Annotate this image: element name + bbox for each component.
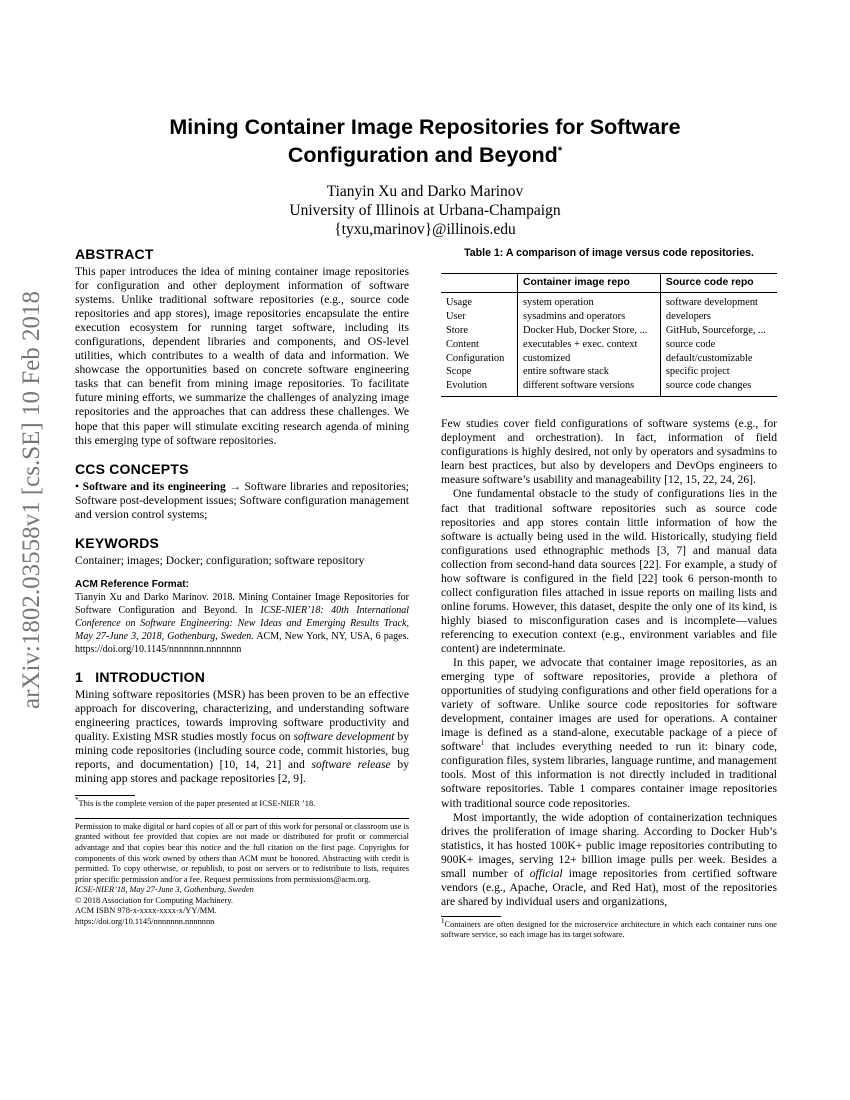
table-row: [441, 292, 777, 309]
ccs-bullet: •: [75, 479, 80, 493]
p4-text-b: image repositories from certified software vendors (e.g., Apache, Oracle, and Red Hat), most of the repositories are shared by individual users and organizations,: [441, 866, 778, 908]
table-cell: GitHub, Sourceforge, ...: [660, 324, 777, 338]
table-cell: software development: [660, 292, 777, 309]
acm-ref-part2: ACM, New York, NY, USA, 6 pages. https://doi.org/10.1145/nnnnnnn.nnnnnnn: [75, 630, 409, 655]
p3-text-a: In this paper, we advocate that container image repositories, as an emerging type of software repositories, provide a plethora of opportunities of studying configurations and other field operations for a variety of software. Unlike source code repositories for software development, container images are used for operations. A container image is defined as a stand-alone, executable package of a piece of software: [441, 656, 777, 754]
table-cell: source code: [660, 338, 777, 352]
footnote-star: [75, 796, 409, 810]
table-cell: specific project: [660, 365, 777, 379]
abstract-heading: ABSTRACT: [75, 246, 154, 262]
intro-text-c: by mining app stores and package repositories [2, 9].: [75, 758, 409, 786]
footnote-1-text: Containers are often designed for the microservice architecture in which each container runs one software service, so each image has its target software.: [441, 919, 777, 940]
right-paragraph-2: One fundamental obstacle to the study of configurations lies in the fact that traditional software repositories such as source code repositories and app stores contain little information of how the software is actually being used in the wild. Historically, studying field configurations used ethnographic methods [3, 7] and manual data collection from second-hand data sources [22]. For example, a study of how software is configured in the field [22] took 6 person-month to collect configuration files attached in issue reports on mailing lists and online forums. However, this dataset, despite the only one of its kind, is highly biased to misconfiguration cases and is incomplete—values referencing to execution context (e.g., environment variables and file content) are indeterminate.: [441, 487, 777, 655]
permission-doi: https://doi.org/10.1145/nnnnnnn.nnnnnnn: [75, 917, 215, 927]
ccs-arrow: →: [225, 479, 245, 493]
right-footnote-separator: [441, 916, 501, 917]
table-row: [441, 338, 777, 352]
keywords-heading: KEYWORDS: [75, 534, 160, 551]
intro-italic-2: software release: [311, 758, 391, 772]
table-cell: Configuration: [446, 352, 505, 364]
footnote-star-text: This is the complete version of the paper presented at ICSE-NIER ’18.: [78, 799, 316, 809]
right-paragraph-4: [441, 811, 777, 909]
table-cell: Content: [446, 338, 479, 350]
table-cell: Evolution: [446, 380, 487, 392]
table-cell: source code changes: [660, 379, 777, 396]
arxiv-identifier: [12, 290, 52, 710]
acm-ref-venue: ICSE-NIER’18: 40th International Conference on Software Engineering: New Ideas and Emerging Results Track, May 27-June 3, 2018, Gothenburg, Sweden.: [75, 604, 409, 642]
table-cell: executables + exec. context: [518, 338, 661, 352]
intro-text-b: by mining code repositories (including source code, commit histories, bug reports, and documentation) [10, 14, 21] and: [75, 729, 410, 772]
p4-italic: official: [529, 866, 563, 880]
ccs-text: [75, 480, 409, 522]
permission-copyright: © 2018 Association for Computing Machinery.: [75, 895, 233, 905]
intro-title: INTRODUCTION: [95, 668, 206, 685]
intro-italic-1: software development: [293, 729, 395, 743]
right-paragraph-3: [441, 656, 777, 811]
permission-isbn: ACM ISBN 978-x-xxxx-xxxx-x/YY/MM.: [75, 906, 217, 916]
table-cell: system operation: [518, 292, 661, 309]
table-header-cell: Source code repo: [660, 274, 777, 293]
comparison-table: [441, 273, 777, 397]
intro-number: 1: [75, 668, 83, 685]
p3-text-b: that includes everything needed to run it: binary code, configuration files, system libraries, language runtime, and management tools. Most of this information is not directly included in traditional software repositories. Table 1 compares container image repositories with traditional source code repositories.: [441, 740, 777, 810]
table-row: [441, 324, 777, 338]
arxiv-id-text: arXiv:1802.03558v1 [cs.SE] 10 Feb 2018: [18, 290, 45, 710]
author-email: {tyxu,marinov}@illinois.edu: [334, 221, 516, 238]
author-names: Tianyin Xu and Darko Marinov: [326, 183, 524, 200]
keywords-text: Container; images; Docker; configuration; software repository: [75, 553, 365, 567]
title-line-2: Configuration and Beyond: [287, 143, 558, 167]
ccs-heading: CCS CONCEPTS: [75, 460, 189, 477]
table-header-row: [441, 274, 777, 293]
footnote-1-ref: 1: [480, 739, 485, 748]
table-header-cell: [441, 274, 518, 293]
author-block: [100, 182, 750, 239]
intro-paragraph: [75, 688, 409, 786]
paper-title: [100, 113, 750, 169]
title-line-1: Mining Container Image Repositories for Software: [169, 115, 681, 139]
acm-ref-heading: ACM Reference Format:: [75, 578, 189, 590]
table-cell: customized: [518, 352, 661, 366]
permission-rule: [75, 818, 409, 819]
table-cell: entire software stack: [518, 365, 661, 379]
footnote-star-mark: *: [75, 796, 79, 805]
table-row: [441, 310, 777, 324]
table-row: [441, 365, 777, 379]
table-cell: User: [446, 310, 466, 322]
table-cell: Docker Hub, Docker Store, ...: [518, 324, 661, 338]
right-paragraph-1: Few studies cover field configurations of software systems (e.g., for deployment and orchestration). In fact, information of field configurations is highly desired, not only by operators and sysadmins to learn best practices, but also by developers and DevOps engineers to measure software’s usability and manageability [12, 15, 22, 24, 26].: [441, 417, 777, 487]
table-cell: developers: [660, 310, 777, 324]
permission-text: Permission to make digital or hard copies of all or part of this work for personal or classroom use is granted without fee provided that copies are not made or distributed for profit or commercial advantage and that copies bear this notice and the full citation on the first page. Copyrights for components of this work owned by others than ACM must be honored. Abstracting with credit is permitted. To copy otherwise, or republish, to post on servers or to redistribute to lists, requires prior specific permission and/or a fee. Request permissions from permissions@acm.org.: [75, 821, 409, 884]
ccs-main-concept: Software and its engineering: [82, 479, 226, 493]
intro-text-a: Mining software repositories (MSR) has been proven to be an effective approach for discovering, characterizing, and understanding software engineering practices, towards improving software productivity and quality. Existing MSR studies mostly focus on: [75, 687, 409, 743]
footnote-separator: [75, 795, 135, 796]
right-column: [441, 246, 777, 941]
author-affiliation: University of Illinois at Urbana-Champaign: [289, 202, 561, 219]
acm-ref-text: [75, 591, 409, 656]
permission-venue: ICSE-NIER’18, May 27-June 3, Gothenburg, Sweden: [75, 885, 254, 895]
footnote-1-mark: 1: [441, 917, 445, 926]
table-row: [441, 379, 777, 396]
permission-block: [75, 822, 409, 928]
table-cell: Scope: [446, 366, 472, 378]
table-cell: Store: [446, 324, 468, 336]
intro-heading: [75, 668, 409, 686]
ccs-concepts: Software libraries and repositories; Software post-development issues; Software configuration management and version control systems;: [75, 479, 409, 521]
acm-ref-part1: Tianyin Xu and Darko Marinov. 2018. Mining Container Image Repositories for Software Configuration and Beyond. In: [75, 591, 409, 616]
footnote-1: [441, 917, 777, 941]
table-cell: sysadmins and operators: [518, 310, 661, 324]
p4-text-a: Most importantly, the wide adoption of containerization techniques drives the proliferation of image sharing. According to Docker Hub’s statistics, it has hosted 100K+ public image repositories contributing to 900K+ images, serving 12+ billion image pulls per week. Besides a small number of: [441, 810, 777, 880]
title-footnote-mark: *: [557, 144, 563, 157]
left-column: [75, 245, 409, 928]
table-cell: different software versions: [518, 379, 661, 396]
abstract-text: This paper introduces the idea of mining container image repositories for configuration and other deployment information of software systems. Unlike traditional software repositories (e.g., source code repositories and app stores), image repositories encapsulate the entire execution ecosystem for running target software, including its configurations, dependent libraries and components, and OS-level utilities, which contributes to a wealth of data and information. We showcase the opportunities based on concrete software engineering tasks that can benefit from mining image repositories. To facilitate future mining efforts, we summarize the challenges of analyzing image repositories and the approaches that can address these challenges. We hope that this paper will stimulate exciting research agenda of mining this emerging type of software repositories.: [75, 265, 409, 447]
table-cell: default/customizable: [660, 352, 777, 366]
table-cell: Usage: [446, 296, 472, 308]
table1-caption: Table 1: A comparison of image versus code repositories.: [464, 247, 754, 259]
table-header-cell: Container image repo: [518, 274, 661, 293]
table-row: [441, 352, 777, 366]
